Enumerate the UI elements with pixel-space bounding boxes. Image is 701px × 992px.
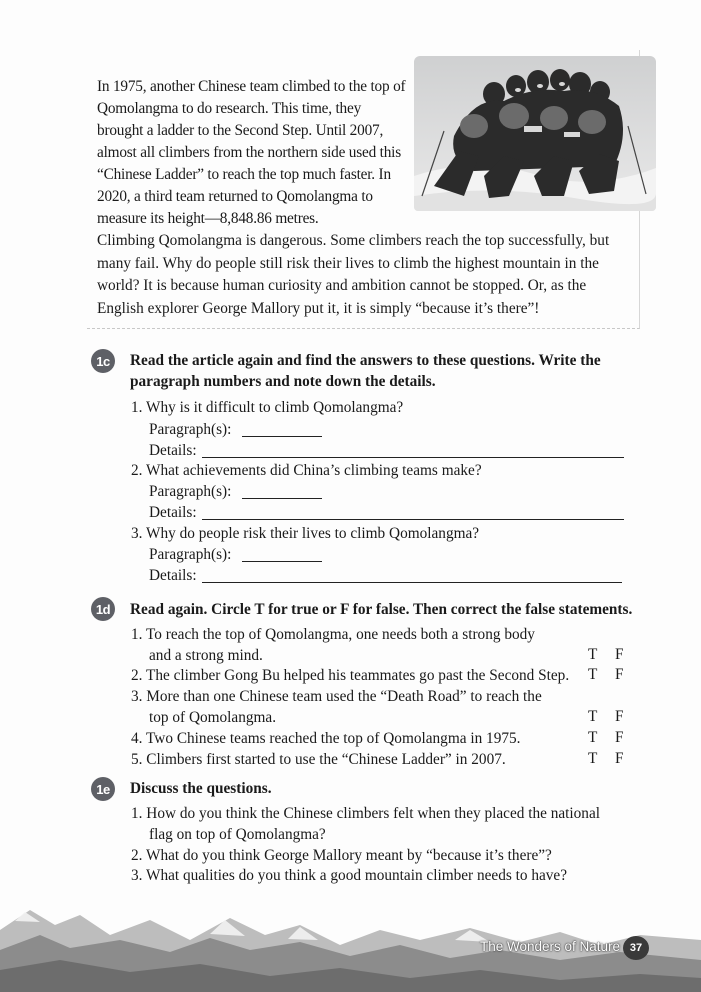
details-label: Details: <box>149 442 197 459</box>
climbers-photo-image <box>414 56 656 211</box>
false-option-3[interactable]: F <box>615 708 624 725</box>
section-1d-badge: 1d <box>91 597 115 621</box>
section-1c-question-2: 2. What achievements did China’s climbing teams make? <box>131 462 482 479</box>
false-option-5[interactable]: F <box>615 750 624 767</box>
paragraph-answer-blank-3[interactable] <box>242 561 322 562</box>
discussion-question-1-cont: flag on top of Qomolangma? <box>149 826 326 843</box>
section-1c-badge: 1c <box>91 349 115 373</box>
paragraph-label: Paragraph(s): <box>149 421 232 438</box>
section-1c-question-3: 3. Why do people risk their lives to climb Qomolangma? <box>131 525 480 542</box>
discussion-question-1: 1. How do you think the Chinese climbers felt when they placed the national <box>131 805 600 822</box>
article-paragraph-2: Climbing Qomolangma is dangerous. Some climbers reach the top successfully, but many fail. Why do people still risk their lives to climb the highest mountain in the world? It is because human curiosity and ambition cannot be stopped. Or, as the English explorer George Mallory put it, it is simply “because it’s there”! <box>97 232 610 317</box>
article-paragraph-1: In 1975, another Chinese team climbed to the top of Qomolangma to do research. This time, they brought a ladder to the Second Step. Until 2007, almost all climbers from the northern side used this “Chinese Ladder” to reach the top much faster. In 2020, a third team returned to Qomolangma to measure its height—8,848.86 metres. <box>97 78 406 227</box>
paragraph-answer-blank-2[interactable] <box>242 498 322 499</box>
true-option-3[interactable]: T <box>588 708 598 725</box>
page-number: 37 <box>623 936 649 960</box>
details-answer-blank-1[interactable] <box>202 457 624 458</box>
false-option-1[interactable]: F <box>615 646 624 663</box>
section-1d-instruction: Read again. Circle T for true or F for false. Then correct the false statements. <box>130 601 633 618</box>
climbers-photo <box>414 56 656 211</box>
section-1e-badge: 1e <box>91 777 115 801</box>
statement-4: 4. Two Chinese teams reached the top of Qomolangma in 1975. <box>131 730 521 747</box>
section-1c-instruction: Read the article again and find the answers to these questions. Write the paragraph numbers and note down the details. <box>130 352 601 390</box>
paragraph-label: Paragraph(s): <box>149 546 232 563</box>
statement-3-cont: top of Qomolangma. <box>149 709 277 726</box>
true-option-2[interactable]: T <box>588 666 598 683</box>
chapter-title: The Wonders of Nature <box>480 939 621 954</box>
section-1c-question-1: 1. Why is it difficult to climb Qomolangma? <box>131 399 404 416</box>
paragraph-answer-blank-1[interactable] <box>242 436 322 437</box>
true-option-1[interactable]: T <box>588 646 598 663</box>
paragraph-label: Paragraph(s): <box>149 483 232 500</box>
statement-2: 2. The climber Gong Bu helped his teammates go past the Second Step. <box>131 667 570 684</box>
discussion-question-2: 2. What do you think George Mallory meant by “because it’s there”? <box>131 847 552 864</box>
details-label: Details: <box>149 504 197 521</box>
statement-5: 5. Climbers first started to use the “Chinese Ladder” in 2007. <box>131 751 506 768</box>
false-option-2[interactable]: F <box>615 666 624 683</box>
details-label: Details: <box>149 567 197 584</box>
section-1e-instruction: Discuss the questions. <box>130 780 272 797</box>
statement-3: 3. More than one Chinese team used the “Death Road” to reach the <box>131 688 542 705</box>
details-answer-blank-2[interactable] <box>202 519 624 520</box>
false-option-4[interactable]: F <box>615 729 624 746</box>
discussion-question-3: 3. What qualities do you think a good mountain climber needs to have? <box>131 867 568 884</box>
details-answer-blank-3[interactable] <box>202 582 622 583</box>
statement-1: 1. To reach the top of Qomolangma, one needs both a strong body <box>131 626 535 643</box>
true-option-5[interactable]: T <box>588 750 598 767</box>
statement-1-cont: and a strong mind. <box>149 647 263 664</box>
true-option-4[interactable]: T <box>588 729 598 746</box>
